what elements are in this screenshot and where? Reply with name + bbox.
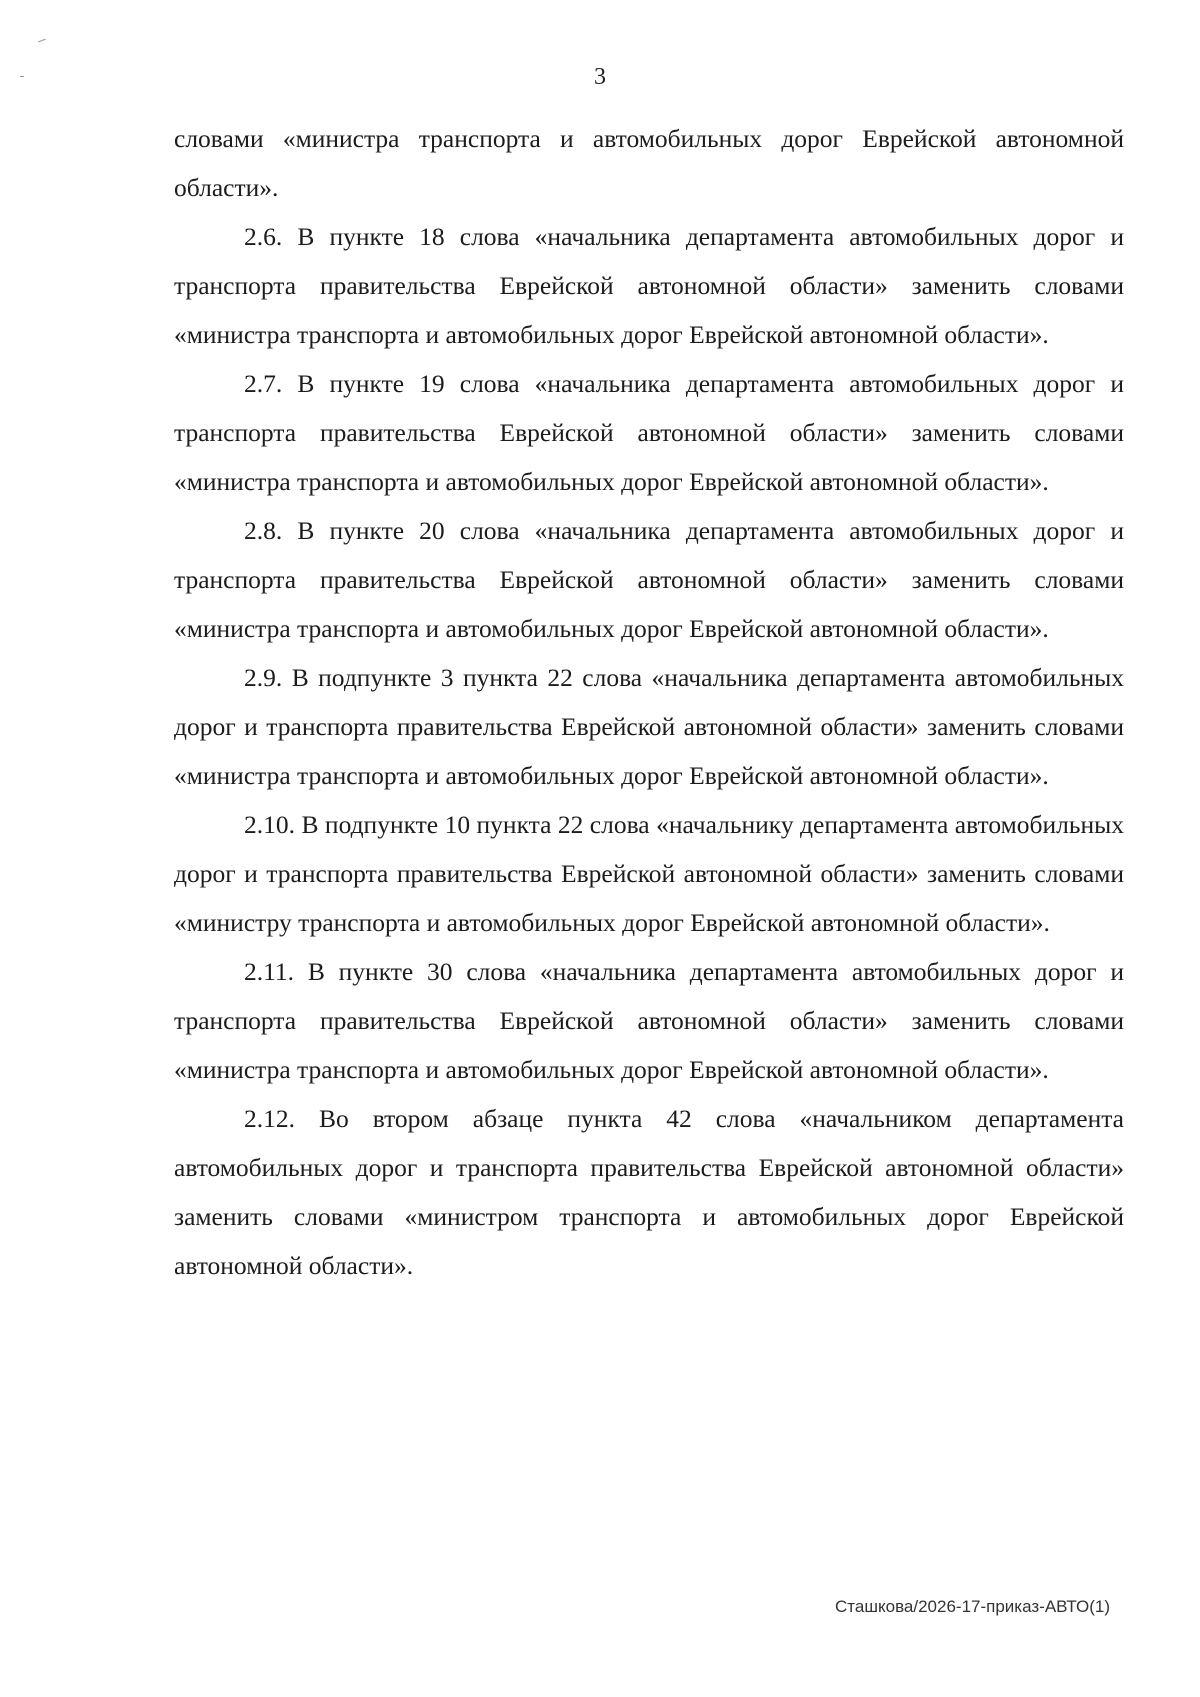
paragraph: 2.12. Во втором абзаце пункта 42 слова «начальником департамента автомобильных дорог и транспорта правительства Еврейской автономной области» заменить словами «министром транспорта и автомобильных дорог Еврейской автономной области». <box>174 1104 1124 1280</box>
document-body <box>174 114 1124 1290</box>
footer-document-code: Сташкова/2026-17-приказ-АВТО(1) <box>835 1597 1110 1616</box>
paragraph: 2.10. В подпункте 10 пункта 22 слова «начальнику департамента автомобильных дорог и транспорта правительства Еврейской автономной области» заменить словами «министру транспорта и автомобильных дорог Еврейской автономной области». <box>174 810 1124 937</box>
paragraph: 2.7. В пункте 19 слова «начальника департамента автомобильных дорог и транспорта правительства Еврейской автономной области» заменить словами «министра транспорта и автомобильных дорог Еврейской автономной области». <box>174 369 1124 496</box>
page-number: 3 <box>594 64 606 90</box>
paragraph: 2.6. В пункте 18 слова «начальника департамента автомобильных дорог и транспорта правительства Еврейской автономной области» заменить словами «министра транспорта и автомобильных дорог Еврейской автономной области». <box>174 222 1124 349</box>
paragraph: 2.8. В пункте 20 слова «начальника департамента автомобильных дорог и транспорта правительства Еврейской автономной области» заменить словами «министра транспорта и автомобильных дорог Еврейской автономной области». <box>174 516 1124 643</box>
paragraph: 2.11. В пункте 30 слова «начальника департамента автомобильных дорог и транспорта правительства Еврейской автономной области» заменить словами «министра транспорта и автомобильных дорог Еврейской автономной области». <box>174 957 1124 1084</box>
scan-artifact <box>38 39 46 43</box>
paragraph: словами «министра транспорта и автомобильных дорог Еврейской автономной области». <box>174 124 1124 202</box>
paragraph: 2.9. В подпункте 3 пункта 22 слова «начальника департамента автомобильных дорог и транспорта правительства Еврейской автономной области» заменить словами «министра транспорта и автомобильных дорог Еврейской автономной области». <box>174 663 1124 790</box>
